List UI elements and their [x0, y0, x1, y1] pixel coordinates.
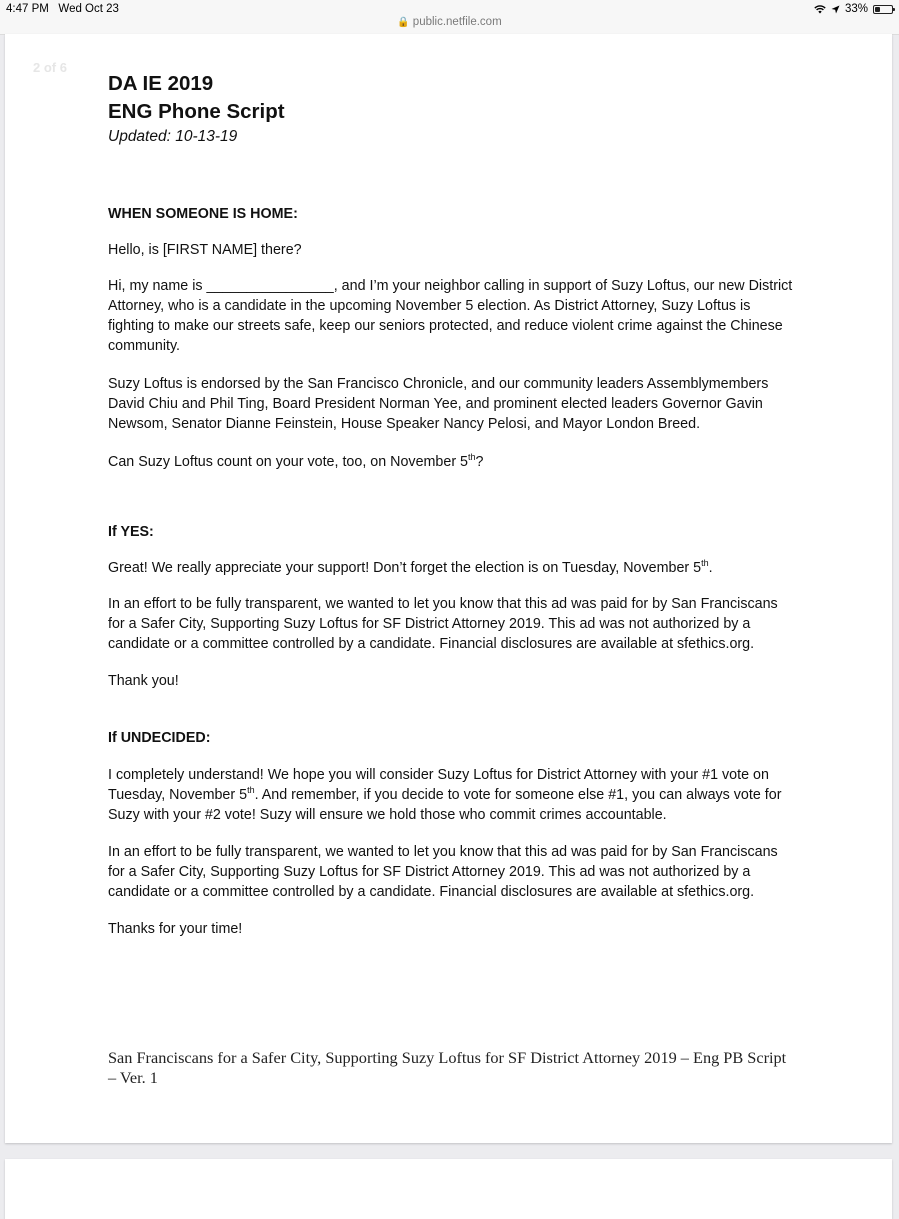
greeting-text: Hello, is [FIRST NAME] there? [108, 242, 302, 258]
document-page[interactable] [5, 34, 892, 1143]
wifi-icon [814, 5, 826, 14]
url-text[interactable]: public.netfile.com [412, 16, 502, 28]
battery-icon [873, 5, 893, 14]
doc-title-line2: ENG Phone Script [108, 100, 285, 123]
doc-footer: San Franciscans for a Safer City, Supporting Suzy Loftus for SF District Attorney 2019 – Eng PB Script – Ver. 1 [108, 1048, 787, 1087]
undecided-text-sup: th [247, 785, 255, 796]
home-heading: WHEN SOMEONE IS HOME: [108, 206, 298, 222]
doc-title-line1: DA IE 2019 [108, 72, 214, 95]
undecided-text [108, 765, 798, 825]
lock-icon: 🔒 [397, 17, 410, 28]
status-bar [0, 0, 899, 35]
next-document-page[interactable] [5, 1159, 892, 1219]
undecided-heading: If UNDECIDED: [108, 730, 211, 746]
yes-text-main: Great! We really appreciate your support! Don’t forget the election is on Tuesday, November 5 [108, 560, 702, 576]
yes-heading: If YES: [108, 524, 154, 540]
status-time-date [6, 3, 119, 15]
status-time: 4:47 PM [6, 3, 49, 15]
undecided-text-end: . And remember, if you decide to vote for someone else #1, you can always vote for Suzy with your #2 vote! Suzy will ensure we hold those who commit crimes accountable. [108, 787, 782, 823]
yes-thanks: Thank you! [108, 673, 179, 689]
document-body [108, 70, 798, 939]
vote-ask-text: Can Suzy Loftus count on your vote, too, on November 5 [108, 454, 469, 470]
status-indicators [814, 3, 893, 15]
page-counter: 2 of 6 [33, 60, 67, 75]
url-bar[interactable] [0, 16, 899, 28]
yes-text [108, 558, 798, 578]
doc-updated-date: Updated: 10-13-19 [108, 128, 238, 145]
endorsements-paragraph: Suzy Loftus is endorsed by the San Francisco Chronicle, and our community leaders Assemblymembers David Chiu and Phil Ting, Board President Norman Yee, and prominent elected leaders Governor Gavin Newsom, Senator Dianne Feinstein, House Speaker Nancy Pelosi, and Mayor London Breed. [108, 376, 769, 432]
vote-ask-sup: th [468, 452, 476, 463]
location-arrow-icon [831, 5, 840, 14]
intro-paragraph: Hi, my name is ________________, and I’m your neighbor calling in support of Suzy Loftus, our new District Attorney, who is a candidate in the upcoming November 5 election. As District Attorney, Suzy Loftus is fighting to make our streets safe, keep our seniors protected, and reduce violent crime against the Chinese community. [108, 278, 793, 354]
battery-level [875, 7, 880, 12]
vote-ask [108, 452, 798, 472]
yes-text-end: . [708, 560, 713, 576]
undecided-disclosure: In an effort to be fully transparent, we wanted to let you know that this ad was paid for by San Franciscans for a Safer City, Supporting Suzy Loftus for SF District Attorney 2019. This ad was not authorized by a candidate or a committee controlled by a candidate. Financial disclosures are available at sfethics.org. [108, 844, 778, 900]
status-date: Wed Oct 23 [58, 3, 119, 15]
yes-text-sup: th [701, 558, 709, 569]
battery-percent: 33% [844, 3, 868, 15]
yes-disclosure: In an effort to be fully transparent, we wanted to let you know that this ad was paid for by San Franciscans for a Safer City, Supporting Suzy Loftus for SF District Attorney 2019. This ad was not authorized by a candidate or a committee controlled by a candidate. Financial disclosures are available at sfethics.org. [108, 596, 778, 652]
undecided-thanks: Thanks for your time! [108, 921, 243, 937]
undecided-text-main: I completely understand! We hope you will consider Suzy Loftus for District Attorney with your #1 vote on Tuesday, November 5 [108, 767, 769, 803]
vote-ask-end: ? [475, 454, 484, 470]
